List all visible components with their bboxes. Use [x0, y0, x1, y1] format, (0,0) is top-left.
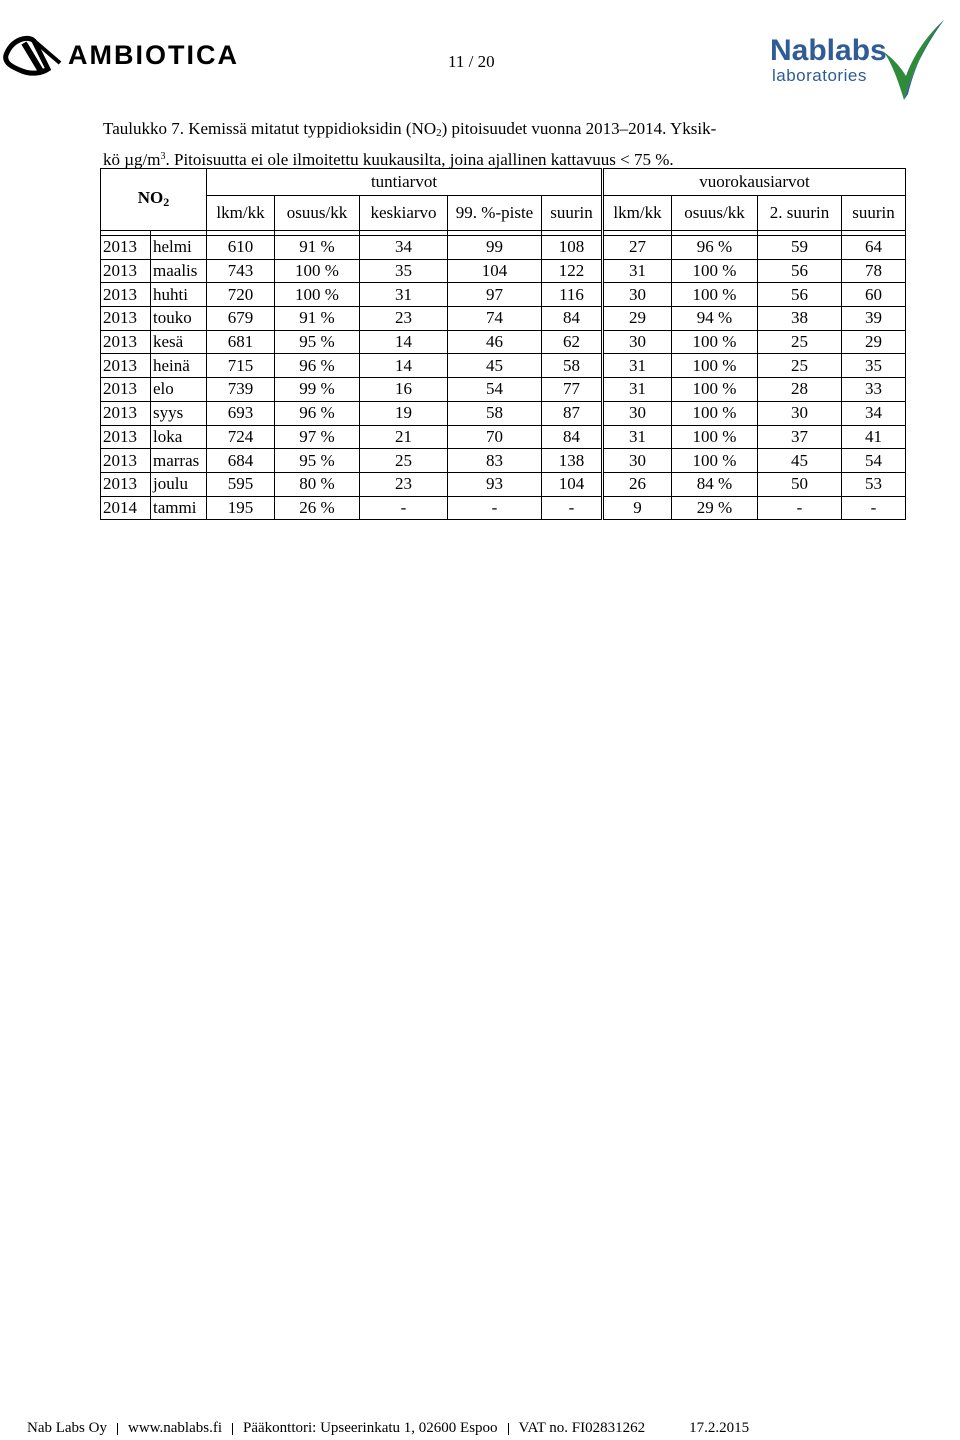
value-cell: 84 [542, 425, 603, 449]
value-cell: 108 [542, 236, 603, 260]
table-row [101, 378, 906, 402]
value-cell: 50 [758, 472, 842, 496]
nablabs-logo-name: Nablabs [770, 34, 887, 67]
month-cell: tammi [151, 496, 207, 520]
year-cell: 2013 [101, 354, 151, 378]
footer-separator [508, 1423, 509, 1435]
value-cell: 64 [842, 236, 906, 260]
value-cell: 195 [207, 496, 275, 520]
footer-separator [232, 1423, 233, 1435]
ambiotica-logo-icon [2, 33, 64, 77]
value-cell: 31 [360, 283, 448, 307]
value-cell: 99 [448, 236, 542, 260]
value-cell: 87 [542, 401, 603, 425]
table-column-header-row [101, 196, 906, 231]
value-cell: 16 [360, 378, 448, 402]
value-cell: 38 [758, 307, 842, 331]
value-cell: 77 [542, 378, 603, 402]
value-cell: 595 [207, 472, 275, 496]
table-group-hourly: tuntiarvot [207, 169, 603, 196]
value-cell: 104 [542, 472, 603, 496]
footer-address: Pääkonttori: Upseerinkatu 1, 02600 Espoo [243, 1420, 498, 1436]
value-cell: 100 % [672, 259, 758, 283]
value-cell: 23 [360, 307, 448, 331]
value-cell: 138 [542, 449, 603, 473]
value-cell: 34 [842, 401, 906, 425]
value-cell: 46 [448, 330, 542, 354]
value-cell: 53 [842, 472, 906, 496]
table-column-header: lkm/kk [207, 196, 275, 231]
caption-text-3: kö µg/m [103, 150, 161, 169]
value-cell: 100 % [275, 259, 360, 283]
value-cell: 724 [207, 425, 275, 449]
value-cell: 70 [448, 425, 542, 449]
value-cell: 679 [207, 307, 275, 331]
value-cell: 37 [758, 425, 842, 449]
footer-date: 17.2.2015 [689, 1420, 750, 1436]
value-cell: 95 % [275, 330, 360, 354]
table-row [101, 236, 906, 260]
ambiotica-logo [2, 30, 239, 80]
year-cell: 2013 [101, 283, 151, 307]
table-group-header-row [101, 169, 906, 196]
value-cell: 97 % [275, 425, 360, 449]
table-row [101, 330, 906, 354]
value-cell: 97 [448, 283, 542, 307]
value-cell: - [842, 496, 906, 520]
table-row [101, 259, 906, 283]
month-cell: touko [151, 307, 207, 331]
value-cell: 58 [448, 401, 542, 425]
value-cell: 84 % [672, 472, 758, 496]
month-cell: syys [151, 401, 207, 425]
table-column-header: lkm/kk [603, 196, 672, 231]
table-caption [103, 117, 863, 171]
value-cell: 9 [603, 496, 672, 520]
table-column-header: suurin [542, 196, 603, 231]
value-cell: 30 [603, 401, 672, 425]
value-cell: 59 [758, 236, 842, 260]
year-cell: 2013 [101, 449, 151, 473]
value-cell: 26 % [275, 496, 360, 520]
value-cell: 23 [360, 472, 448, 496]
value-cell: 693 [207, 401, 275, 425]
value-cell: 25 [360, 449, 448, 473]
table-row [101, 496, 906, 520]
ambiotica-logo-text: AMBIOTICA [68, 39, 239, 70]
value-cell: 34 [360, 236, 448, 260]
value-cell: 83 [448, 449, 542, 473]
value-cell: 19 [360, 401, 448, 425]
table-body [101, 231, 906, 520]
value-cell: 35 [360, 259, 448, 283]
value-cell: 31 [603, 378, 672, 402]
caption-superscript: 3 [160, 151, 166, 162]
table-column-header: keskiarvo [360, 196, 448, 231]
checkmark-icon [878, 14, 948, 106]
table-row [101, 449, 906, 473]
page-number: 11 / 20 [448, 52, 495, 71]
value-cell: 681 [207, 330, 275, 354]
value-cell: 62 [542, 330, 603, 354]
value-cell: 58 [542, 354, 603, 378]
value-cell: 26 [603, 472, 672, 496]
table-corner-label: $NO_2$ [101, 169, 207, 231]
year-cell: 2014 [101, 496, 151, 520]
value-cell: 743 [207, 259, 275, 283]
value-cell: 45 [758, 449, 842, 473]
month-cell: maalis [151, 259, 207, 283]
value-cell: 739 [207, 378, 275, 402]
year-cell: 2013 [101, 259, 151, 283]
value-cell: 28 [758, 378, 842, 402]
footer-company: Nab Labs Oy [27, 1420, 107, 1436]
table-column-header: osuus/kk [275, 196, 360, 231]
caption-subscript: 2 [436, 127, 442, 139]
table-row [101, 283, 906, 307]
caption-text-1: Taulukko 7. Kemissä mitatut typpidioksidin (NO [103, 119, 437, 138]
value-cell: 33 [842, 378, 906, 402]
value-cell: 84 [542, 307, 603, 331]
value-cell: 610 [207, 236, 275, 260]
value-cell: 80 % [275, 472, 360, 496]
value-cell: 720 [207, 283, 275, 307]
value-cell: 30 [603, 330, 672, 354]
value-cell: 100 % [672, 425, 758, 449]
month-cell: kesä [151, 330, 207, 354]
month-cell: joulu [151, 472, 207, 496]
value-cell: 122 [542, 259, 603, 283]
value-cell: 29 [842, 330, 906, 354]
footer-separator [117, 1423, 118, 1435]
value-cell: 78 [842, 259, 906, 283]
value-cell: 31 [603, 425, 672, 449]
value-cell: - [448, 496, 542, 520]
nablabs-logo-subtitle: laboratories [772, 66, 867, 85]
caption-text-4: . Pitoisuutta ei ole ilmoitettu kuukausilta, joina ajallinen kattavuus < 75 %. [165, 150, 674, 169]
month-cell: marras [151, 449, 207, 473]
value-cell: - [758, 496, 842, 520]
table-column-header: 99. %-piste [448, 196, 542, 231]
value-cell: 96 % [275, 354, 360, 378]
month-cell: huhti [151, 283, 207, 307]
value-cell: 35 [842, 354, 906, 378]
value-cell: 41 [842, 425, 906, 449]
year-cell: 2013 [101, 378, 151, 402]
value-cell: 715 [207, 354, 275, 378]
value-cell: 99 % [275, 378, 360, 402]
value-cell: 104 [448, 259, 542, 283]
value-cell: 45 [448, 354, 542, 378]
table-row [101, 425, 906, 449]
value-cell: 100 % [672, 449, 758, 473]
year-cell: 2013 [101, 401, 151, 425]
value-cell: 100 % [672, 283, 758, 307]
table-row [101, 472, 906, 496]
value-cell: 39 [842, 307, 906, 331]
value-cell: 29 % [672, 496, 758, 520]
value-cell: - [542, 496, 603, 520]
value-cell: 56 [758, 259, 842, 283]
year-cell: 2013 [101, 472, 151, 496]
month-cell: elo [151, 378, 207, 402]
value-cell: 100 % [672, 401, 758, 425]
year-cell: 2013 [101, 307, 151, 331]
value-cell: 54 [448, 378, 542, 402]
value-cell: 60 [842, 283, 906, 307]
caption-text-2: ) pitoisuudet vuonna 2013–2014. Yksik- [441, 119, 717, 138]
value-cell: - [360, 496, 448, 520]
year-cell: 2013 [101, 236, 151, 260]
table-row [101, 401, 906, 425]
table-row [101, 307, 906, 331]
value-cell: 95 % [275, 449, 360, 473]
value-cell: 100 % [275, 283, 360, 307]
footer-vat: VAT no. FI02831262 [518, 1420, 646, 1436]
table-group-daily: vuorokausiarvot [603, 169, 906, 196]
value-cell: 91 % [275, 236, 360, 260]
value-cell: 100 % [672, 378, 758, 402]
value-cell: 31 [603, 354, 672, 378]
table-column-header: 2. suurin [758, 196, 842, 231]
page-footer [27, 1420, 749, 1437]
month-cell: helmi [151, 236, 207, 260]
value-cell: 14 [360, 330, 448, 354]
value-cell: 93 [448, 472, 542, 496]
value-cell: 116 [542, 283, 603, 307]
value-cell: 14 [360, 354, 448, 378]
table-column-header: osuus/kk [672, 196, 758, 231]
value-cell: 54 [842, 449, 906, 473]
table-row [101, 354, 906, 378]
page-header [0, 0, 960, 110]
year-cell: 2013 [101, 425, 151, 449]
value-cell: 94 % [672, 307, 758, 331]
value-cell: 56 [758, 283, 842, 307]
value-cell: 30 [603, 449, 672, 473]
value-cell: 29 [603, 307, 672, 331]
value-cell: 100 % [672, 354, 758, 378]
footer-website[interactable]: www.nablabs.fi [127, 1420, 222, 1436]
nablabs-logo [768, 14, 948, 106]
month-cell: heinä [151, 354, 207, 378]
value-cell: 96 % [275, 401, 360, 425]
value-cell: 91 % [275, 307, 360, 331]
year-cell: 2013 [101, 330, 151, 354]
value-cell: 21 [360, 425, 448, 449]
value-cell: 30 [758, 401, 842, 425]
value-cell: 31 [603, 259, 672, 283]
value-cell: 96 % [672, 236, 758, 260]
value-cell: 25 [758, 330, 842, 354]
value-cell: 25 [758, 354, 842, 378]
value-cell: 27 [603, 236, 672, 260]
table-column-header: suurin [842, 196, 906, 231]
value-cell: 100 % [672, 330, 758, 354]
value-cell: 74 [448, 307, 542, 331]
no2-table [100, 168, 906, 520]
value-cell: 684 [207, 449, 275, 473]
month-cell: loka [151, 425, 207, 449]
value-cell: 30 [603, 283, 672, 307]
